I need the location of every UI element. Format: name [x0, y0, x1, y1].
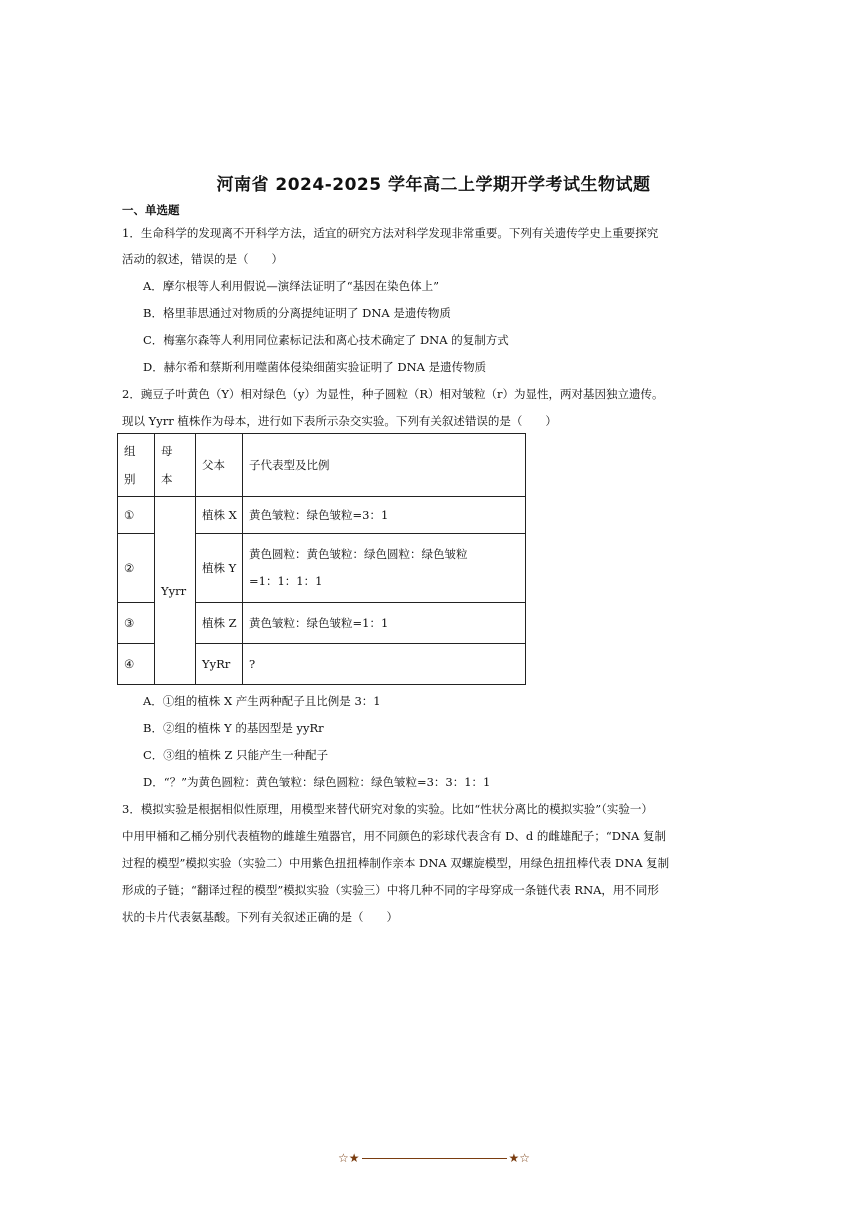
page-title: 河南省 2024-2025 学年高二上学期开学考试生物试题 — [216, 175, 651, 195]
father-cell: 植株 Z — [196, 603, 243, 644]
q2-option-d: D．“？”为黄色圆粒：黄色皱粒：绿色圆粒：绿色皱粒=3：3：1：1 — [143, 775, 491, 789]
header-mother-char-2: 本 — [161, 472, 173, 486]
q3-stem-line-1: 3．模拟实验是根据相似性原理，用模型来替代研究对象的实验。比如“性状分离比的模拟实验”（实验一） — [122, 802, 653, 816]
header-father: 父本 — [196, 434, 243, 497]
q3-stem-line-2: 中用甲桶和乙桶分别代表植物的雌雄生殖器官，用不同颜色的彩球代表含有 D、d 的雌雄配子；“DNA 复制 — [122, 829, 667, 843]
q3-stem-line-4: 形成的子链；“翻译过程的模型”模拟实验（实验三）中将几种不同的字母穿成一条链代表 RNA，用不同形 — [122, 883, 659, 897]
q3-stem-line-3: 过程的模型”模拟实验（实验二）中用紫色扭扭棒制作亲本 DNA 双螺旋模型，用绿色扭扭棒代表 DNA 复制 — [122, 856, 670, 870]
father-cell: 植株 X — [196, 497, 243, 534]
header-mother — [155, 434, 196, 497]
table-row — [118, 497, 526, 534]
father-cell: 植株 Y — [196, 534, 243, 603]
footer-ornament — [338, 1151, 530, 1165]
q1-option-b: B．格里菲思通过对物质的分离提纯证明了 DNA 是遗传物质 — [143, 306, 451, 320]
group-cell: ① — [118, 497, 155, 534]
cross-experiment-table — [117, 433, 526, 685]
q2-option-a: A．①组的植株 X 产生两种配子且比例是 3：1 — [143, 694, 381, 708]
header-group-char-2: 别 — [124, 472, 136, 486]
q1-stem-line-1: 1．生命科学的发现离不开科学方法，适宜的研究方法对科学发现非常重要。下列有关遗传学史上重要探究 — [122, 226, 659, 240]
q2-stem-line-2: 现以 Yyrr 植株作为母本，进行如下表所示杂交实验。下列有关叙述错误的是（ ） — [122, 414, 557, 428]
table-header-row — [118, 434, 526, 497]
header-group — [118, 434, 155, 497]
q1-stem-line-2: 活动的叙述，错误的是（ ） — [122, 252, 283, 266]
header-mother-char-1: 母 — [161, 444, 173, 458]
q3-stem-line-5: 状的卡片代表氨基酸。下列有关叙述正确的是（ ） — [122, 910, 398, 924]
group-cell: ③ — [118, 603, 155, 644]
father-cell: YyRr — [196, 644, 243, 685]
section-heading: 一、单选题 — [122, 203, 180, 217]
footer-stars-left: ☆★ — [338, 1151, 360, 1165]
offspring-cell: 黄色皱粒：绿色皱粒=1：1 — [243, 603, 526, 644]
q1-option-c: C．梅塞尔森等人利用同位素标记法和离心技术确定了 DNA 的复制方式 — [143, 333, 509, 347]
q2-option-b: B．②组的植株 Y 的基因型是 yyRr — [143, 721, 324, 735]
offspring-line-1: 黄色圆粒：黄色皱粒：绿色圆粒：绿色皱粒 — [249, 547, 468, 561]
offspring-line-2: =1：1：1：1 — [249, 574, 323, 588]
q1-option-a: A．摩尔根等人利用假说—演绎法证明了“基因在染色体上” — [143, 279, 440, 293]
q2-stem-line-1: 2．豌豆子叶黄色（Y）相对绿色（y）为显性，种子圆粒（R）相对皱粒（r）为显性，两对基因独立遗传。 — [122, 387, 664, 401]
footer-stars-right: ★☆ — [508, 1151, 531, 1165]
group-cell: ④ — [118, 644, 155, 685]
header-group-char-1: 组 — [124, 444, 136, 458]
group-cell: ② — [118, 534, 155, 603]
mother-cell: Yyrr — [155, 497, 196, 685]
offspring-cell: ? — [243, 644, 526, 685]
q1-option-d: D．赫尔希和蔡斯利用噬菌体侵染细菌实验证明了 DNA 是遗传物质 — [143, 360, 487, 374]
header-offspring: 子代表型及比例 — [243, 434, 526, 497]
offspring-cell — [243, 534, 526, 603]
q2-option-c: C．③组的植株 Z 只能产生一种配子 — [143, 748, 329, 762]
offspring-cell: 黄色皱粒：绿色皱粒=3：1 — [243, 497, 526, 534]
footer-rule — [362, 1158, 507, 1160]
